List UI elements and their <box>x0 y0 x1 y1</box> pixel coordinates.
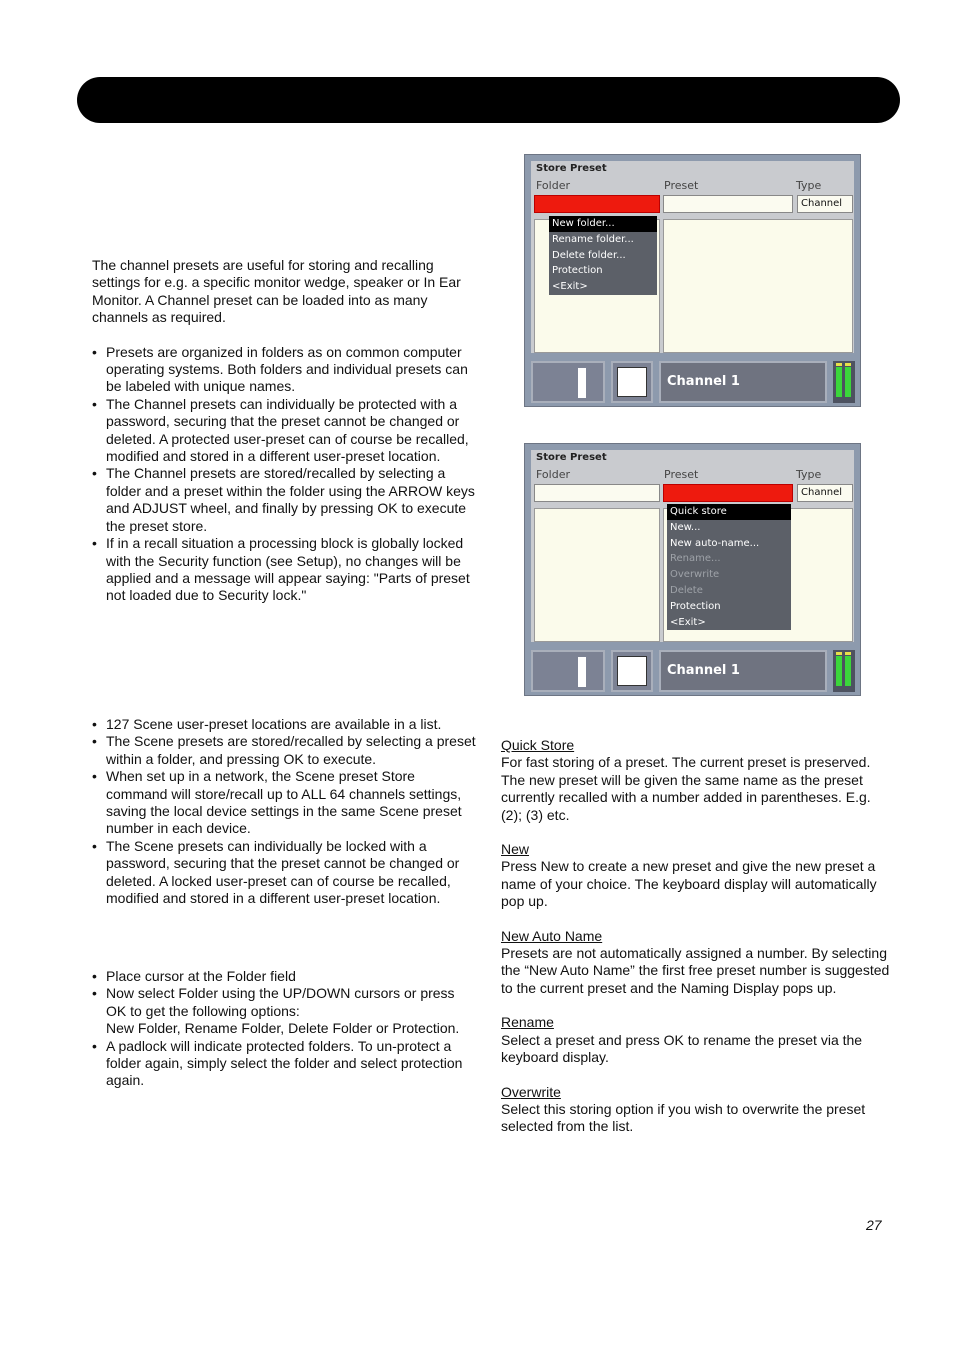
channel-display: Channel 1 <box>659 650 827 692</box>
header-bar <box>77 77 900 123</box>
bar-icon <box>578 657 586 687</box>
list-item: • The Channel presets are stored/recalled by selecting a folder and a preset within the folder using the ARROW keys and ADJUST wheel, and finally by pressing OK to execute the preset store. <box>92 465 478 535</box>
tab-store-preset[interactable]: Store Preset <box>531 450 621 465</box>
preset-list-box[interactable] <box>663 219 853 353</box>
option-text: For fast storing of a preset. The current preset is preserved. The new preset will be given the same name as the preset currently recalled with a number added in parentheses. E.g. (2); (3) etc. <box>501 754 871 823</box>
option-text: Select a preset and press OK to rename the preset via the keyboard display. <box>501 1031 863 1066</box>
mode-button[interactable] <box>531 361 605 403</box>
folder-menu[interactable] <box>549 216 657 295</box>
menu-item[interactable]: New auto-name... <box>670 537 760 549</box>
preset-label: Preset <box>664 179 699 192</box>
folder-label: Folder <box>536 179 570 192</box>
select-button[interactable] <box>611 650 653 692</box>
scene-presets-section <box>92 716 478 907</box>
menu-item[interactable]: Rename... <box>670 553 721 565</box>
list-item: • When set up in a network, the Scene preset Store command will store/recall up to ALL 64 channels settings, saving the local device settings in the same Scene preset number in each device. <box>92 768 478 838</box>
preset-field[interactable] <box>663 195 793 213</box>
status-strip <box>531 650 854 692</box>
option-heading: New Auto Name <box>501 927 603 944</box>
option-heading: New <box>501 841 530 858</box>
square-icon <box>617 367 647 397</box>
bar-icon <box>578 368 586 398</box>
type-label: Type <box>796 468 822 481</box>
menu-item[interactable]: Rename folder... <box>552 233 634 245</box>
list-item: • A padlock will indicate protected folders. To un-protect a folder again, simply select the folder and select protection again. <box>92 1038 478 1090</box>
store-preset-screen-folder <box>524 154 861 407</box>
menu-item[interactable]: Delete <box>670 584 703 596</box>
folder-field[interactable] <box>534 195 660 213</box>
type-field[interactable]: Channel <box>797 195 853 213</box>
menu-item[interactable]: Protection <box>670 600 721 612</box>
folder-list-box[interactable] <box>534 508 660 642</box>
level-meter <box>833 650 855 692</box>
preset-field[interactable] <box>663 484 793 502</box>
menu-item[interactable]: <Exit> <box>670 616 706 628</box>
list-item: • The Channel presets can individually be protected with a password, securing that the preset cannot be changed or deleted. A protected user-preset can of course be recalled, modified and stored in a different user-preset location. <box>92 396 478 466</box>
option-text: Press New to create a new preset and give the new preset a name of your choice. The keyboard display will automatically pop up. <box>501 858 877 910</box>
preset-label: Preset <box>664 468 699 481</box>
type-label: Type <box>796 179 822 192</box>
list-item: • Presets are organized in folders as on common computer operating systems. Both folders and individual presets can be labeled with unique names. <box>92 344 478 396</box>
list-item-text: Now select Folder using the UP/DOWN cursors or press OK to get the following options: <box>106 985 455 1019</box>
menu-item[interactable]: Delete folder... <box>552 249 626 261</box>
folder-section <box>92 968 478 1090</box>
folder-options-line: New Folder, Rename Folder, Delete Folder or Protection. <box>106 1020 460 1037</box>
list-item: • Place cursor at the Folder field <box>92 968 478 985</box>
store-options-section <box>501 737 891 1136</box>
channel-display: Channel 1 <box>659 361 827 403</box>
list-item: • The Scene presets can individually be locked with a password, securing that the preset cannot be changed or deleted. A locked user-preset can of course be recalled, modified and stored in a different user-preset location. <box>92 838 478 908</box>
preset-menu[interactable] <box>667 504 791 630</box>
page-number: 27 <box>866 1217 882 1233</box>
menu-item[interactable]: Protection <box>552 265 603 277</box>
menu-item[interactable]: Quick store <box>667 504 791 520</box>
menu-item[interactable]: New... <box>670 521 701 533</box>
status-strip <box>531 361 854 403</box>
option-heading: Rename <box>501 1014 554 1031</box>
select-button[interactable] <box>611 361 653 403</box>
folder-list <box>92 968 478 1090</box>
store-preset-screen-preset <box>524 443 861 696</box>
list-item <box>92 985 478 1037</box>
tab-store-preset[interactable]: Store Preset <box>531 161 621 176</box>
level-meter <box>833 361 855 403</box>
list-item: • If in a recall situation a processing block is globally locked with the Security function (see Setup), no changes will be applied and a message will appear saying: "Parts of preset not loaded due to Security lock." <box>92 535 478 605</box>
channel-presets-section <box>92 257 478 605</box>
menu-item[interactable]: New folder... <box>549 216 657 232</box>
menu-item[interactable]: <Exit> <box>552 281 588 293</box>
square-icon <box>617 656 647 686</box>
list-item: • The Scene presets are stored/recalled by selecting a preset within a folder, and pressing OK to execute. <box>92 733 478 768</box>
scene-presets-list <box>92 716 478 907</box>
folder-label: Folder <box>536 468 570 481</box>
option-text: Select this storing option if you wish to overwrite the preset selected from the list. <box>501 1100 866 1135</box>
intro-paragraph: The channel presets are useful for storing and recalling settings for e.g. a specific monitor wedge, speaker or In Ear Monitor. A Channel preset can be loaded into as many channels as required. <box>92 257 461 326</box>
folder-field[interactable] <box>534 484 660 502</box>
option-heading: Overwrite <box>501 1083 561 1100</box>
channel-presets-list <box>92 344 478 605</box>
list-item: • 127 Scene user-preset locations are available in a list. <box>92 716 478 733</box>
menu-item[interactable]: Overwrite <box>670 569 720 581</box>
option-text: Presets are not automatically assigned a number. By selecting the “New Auto Name” the first free preset number is suggested to the current preset and the Naming Display pops up. <box>501 945 890 996</box>
mode-button[interactable] <box>531 650 605 692</box>
option-heading: Quick Store <box>501 737 575 753</box>
type-field[interactable]: Channel <box>797 484 853 502</box>
